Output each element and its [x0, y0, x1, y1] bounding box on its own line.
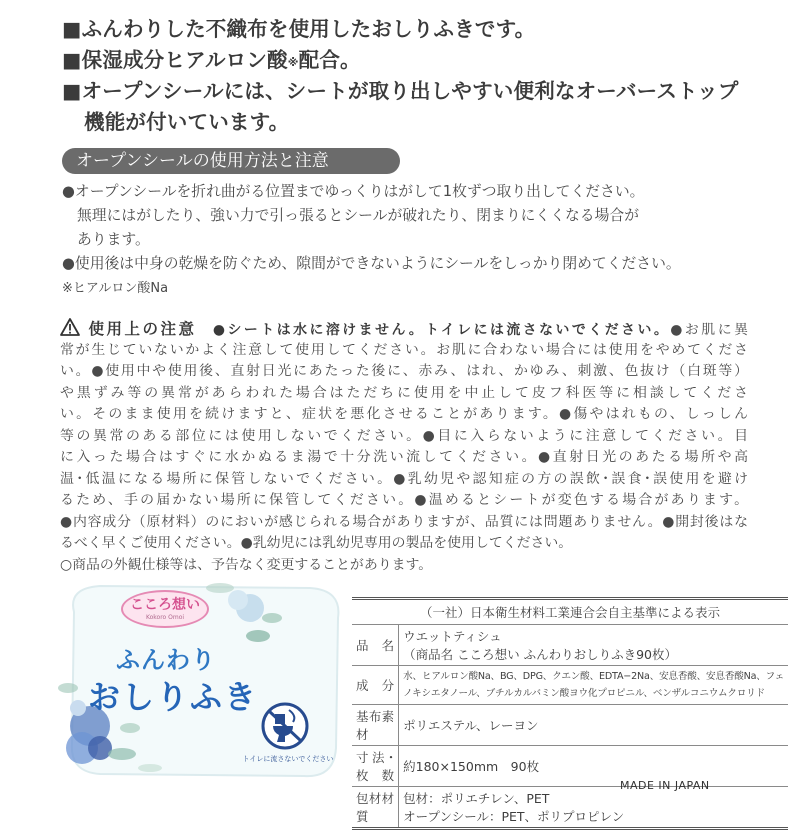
brand-name-en: Kokoro Omoi [145, 614, 185, 621]
howto-line: ●使用後は中身の乾燥を防ぐため、隙間ができないようにシールをしっかり閉めてください。 [62, 255, 681, 272]
caution-line: ○商品の外観仕様等は、予告なく変更することがあります。 [60, 556, 433, 573]
made-in-label: MADE IN JAPAN [620, 779, 710, 792]
caution-line: 常が生じていないかよく注意して使用してください。お肌に合わない場合には使用をやめてくださ [60, 341, 748, 358]
spec-value-line: 包材：ポリエチレン、PET [403, 791, 550, 806]
table-row [352, 746, 788, 787]
table-row [352, 666, 788, 705]
brand-logo [121, 590, 209, 628]
spec-value [399, 625, 788, 666]
feature-item: ■ふんわりした不織布を使用したおしりふきです。 [62, 17, 536, 41]
table-row [352, 705, 788, 746]
caution-line: や黒ずみ等の異常があらわれた場合はただちに使用を中止して皮フ科医等に相談してくださ [60, 384, 748, 401]
spec-value: ポリエステル、レーヨン [399, 705, 788, 746]
caution-heading: 使用上の注意 [86, 320, 197, 338]
spec-key: 基布素材 [352, 705, 399, 746]
feature-item [62, 45, 782, 76]
howto-line: ●オープンシールを折れ曲がる位置までゆっくりはがして1枚ずつ取り出してください。 [62, 183, 645, 200]
caution-bold: ●シートは水に溶けません。トイレには流さないでください。 [212, 322, 671, 338]
brand-name: こころ想い [130, 597, 200, 613]
howto-line: あります。 [77, 231, 150, 248]
warning-icon [60, 318, 80, 336]
spec-value-line: 水、ヒアルロン酸Na、BG、DPG、クエン酸、EDTA−2Na、安息香酸、安息香酸Na、フェ [403, 671, 784, 682]
caution-block [60, 318, 748, 576]
spec-value-line: （商品名 こころ想い ふんわりおしりふき90枚） [403, 647, 677, 662]
toilet-caption: トイレに流さないでください [242, 755, 334, 763]
howto-title: オープンシールの使用方法と注意 [62, 148, 400, 174]
footnote-mark: ※ [287, 56, 299, 69]
table-row [352, 787, 788, 829]
caution-line: ●内容成分（原材料）のにおいが感じられる場合がありますが、品質には問題ありません。●開封後はな [60, 513, 748, 530]
spec-key: 寸法･枚数 [352, 746, 399, 787]
spec-value-line: ウエットティシュ [403, 629, 502, 644]
feature-item-continued: 機能が付いています。 [84, 110, 290, 134]
feature-text: 配合。 [298, 48, 361, 72]
caution-line: に入った場合はすぐに水かぬるま湯で十分洗い流してください。●直射日光のあたる場所や高 [60, 449, 748, 465]
spec-value [399, 666, 788, 705]
feature-list [62, 14, 782, 138]
spec-key: 品 名 [352, 625, 399, 666]
product-name-line1: ふんわり [116, 646, 216, 674]
howto-text [62, 180, 762, 276]
howto-line: 無理にはがしたり、強い力で引っ張るとシールが破れたり、閉まりにくくなる場合が [77, 207, 639, 224]
spec-key: 包材材質 [352, 787, 399, 829]
caution-line: 等の異常のある部位には使用しないでください。●目に入らないように注意してください。目 [60, 427, 748, 444]
product-name-line2: おしりふき [88, 678, 259, 716]
feature-text: ■保湿成分ヒアルロン酸 [62, 48, 288, 72]
table-row [352, 599, 788, 625]
spec-header: （一社）日本衛生材料工業連合会自主基準による表示 [419, 605, 720, 620]
spec-value-line: ノキシエタノール、ブチルカルバミン酸ヨウ化プロピニル、ベンザルコニウムクロリド [403, 688, 765, 699]
spec-value [399, 787, 788, 829]
feature-item: ■オープンシールには、シートが取り出しやすい便利なオーバーストップ [62, 79, 739, 103]
table-row [352, 625, 788, 666]
caution-line: るべく早くご使用ください。●乳幼児には乳幼児専用の製品を使用してください。 [60, 535, 573, 551]
caution-line: るため、手の届かない場所に保管してください。●温めるとシートが変色する場合があります。 [60, 492, 748, 508]
spec-key: 成 分 [352, 666, 399, 705]
caution-line: 温･低温になる場所に保管しないでください。●乳幼児や認知症の方の誤飲･誤食･誤使用を避け [60, 470, 748, 487]
spec-table [352, 597, 788, 830]
caution-line: い。●使用中や使用後、直射日光にあたった後に、赤み、はれ、かゆみ、刺激、色抜け（白斑等） [60, 363, 748, 379]
caution-line: い。そのまま使用を続けますと、症状を悪化させることがあります。●傷やはれもの、しっしん [60, 406, 748, 422]
caution-line [60, 318, 748, 340]
spec-value-line: オープンシール：PET、ポリプロピレン [403, 809, 625, 824]
no-flush-toilet-icon [261, 702, 309, 750]
spec-value: 約180×150mm 90枚 [399, 746, 788, 787]
caution-text: ●お肌に異 [670, 322, 748, 338]
footnote: ※ヒアルロン酸Na [62, 281, 169, 296]
